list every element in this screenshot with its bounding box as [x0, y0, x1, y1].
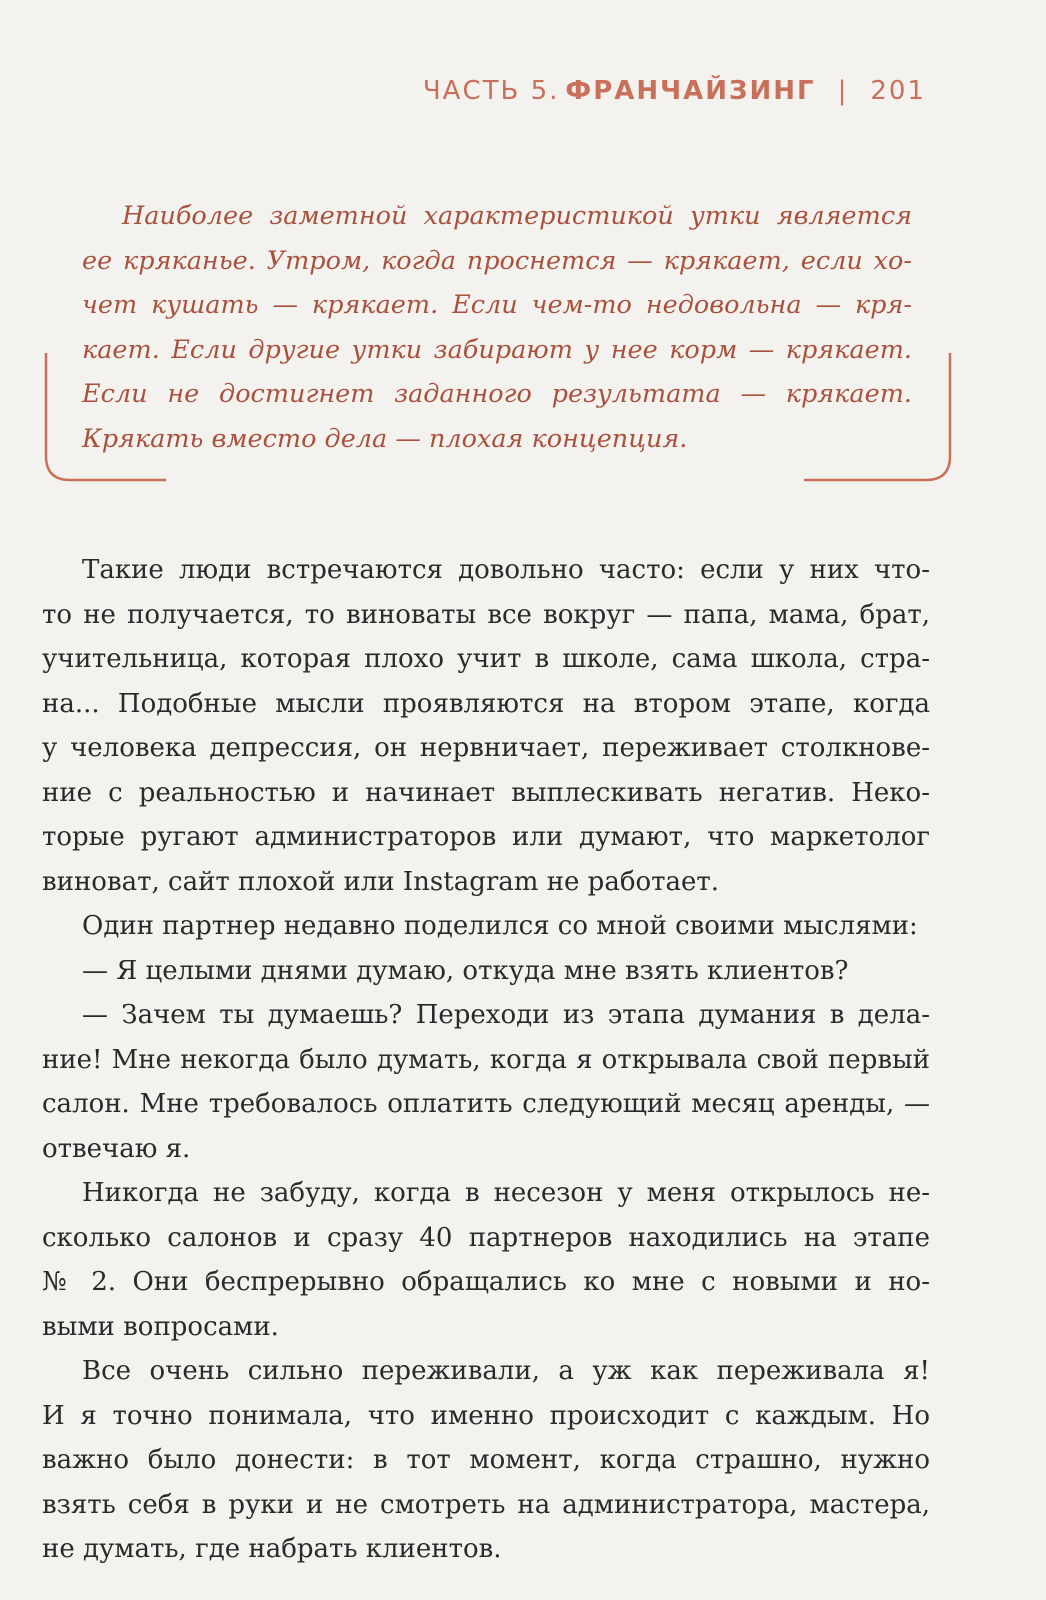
- text-line: выми вопросами.: [42, 1311, 279, 1342]
- header-separator: |: [837, 76, 849, 106]
- text-line: № 2. Они беспрерывно обращались ко мне с новыми и но-: [42, 1267, 930, 1297]
- text-line: сколько салонов и сразу 40 партнеров находились на этапе: [42, 1222, 930, 1253]
- text-line: отвечаю я.: [42, 1133, 191, 1164]
- callout-line: ее кряканье. Утром, когда проснется — крякает, если хо-: [82, 245, 912, 276]
- paragraph: [42, 1171, 930, 1349]
- body-text: [42, 548, 930, 1572]
- paragraph: [42, 1349, 930, 1572]
- paragraph: [42, 993, 930, 1171]
- text-line: не думать, где набрать клиентов.: [42, 1534, 502, 1564]
- text-line: Такие люди встречаются довольно часто: если у них что-: [82, 555, 930, 585]
- part-prefix: ЧАСТЬ 5.: [422, 76, 560, 106]
- text-line: Один партнер недавно поделился со мной своими мыслями:: [82, 911, 918, 941]
- callout-text: [82, 194, 912, 461]
- text-line: на... Подобные мысли проявляются на втором этапе, когда: [42, 688, 930, 719]
- callout-line: Если не достигнет заданного результата — крякает.: [82, 379, 912, 409]
- part-title: ФРАНЧАЙЗИНГ: [565, 76, 816, 106]
- text-line: у человека депрессия, он нервничает, переживает столкнове-: [42, 733, 930, 763]
- running-head: [423, 76, 926, 106]
- text-line: Никогда не забуду, когда в несезон у меня открылось не-: [82, 1178, 930, 1208]
- paragraph: [42, 949, 930, 994]
- text-line: виноват, сайт плохой или Instagram не работает.: [42, 866, 720, 897]
- text-line: — Я целыми днями думаю, откуда мне взять клиентов?: [82, 955, 849, 986]
- callout-line: Наиболее заметной характеристикой утки является: [122, 201, 912, 231]
- callout-line: кает. Если другие утки забирают у нее корм — крякает.: [82, 334, 912, 365]
- callout-line: чет кушать — крякает. Если чем-то недовольна — кря-: [82, 290, 912, 320]
- text-line: взять себя в руки и не смотреть на администратора, мастера,: [42, 1489, 930, 1520]
- text-line: важно было донести: в тот момент, когда страшно, нужно: [42, 1445, 930, 1475]
- text-line: Все очень сильно переживали, а уж как переживала я!: [82, 1356, 930, 1386]
- text-line: торые ругают администраторов или думают, что маркетолог: [42, 822, 930, 852]
- quote-callout: [44, 188, 952, 494]
- text-line: ние! Мне некогда было думать, когда я открывала свой первый: [42, 1044, 930, 1075]
- page-number: 201: [870, 76, 926, 106]
- callout-line: Крякать вместо дела — плохая концепция.: [82, 423, 688, 454]
- text-line: салон. Мне требовалось оплатить следующий месяц аренды, —: [42, 1089, 930, 1119]
- text-line: ние с реальностью и начинает выплескивать негатив. Неко-: [42, 777, 930, 808]
- paragraph: [42, 548, 930, 904]
- text-line: учительница, которая плохо учит в школе, сама школа, стра-: [42, 644, 930, 674]
- text-line: то не получается, то виноваты все вокруг — папа, мама, брат,: [42, 599, 930, 630]
- paragraph: [42, 904, 930, 949]
- text-line: — Зачем ты думаешь? Переходи из этапа думания в дела-: [82, 1000, 930, 1030]
- text-line: И я точно понимала, что именно происходит с каждым. Но: [42, 1400, 930, 1431]
